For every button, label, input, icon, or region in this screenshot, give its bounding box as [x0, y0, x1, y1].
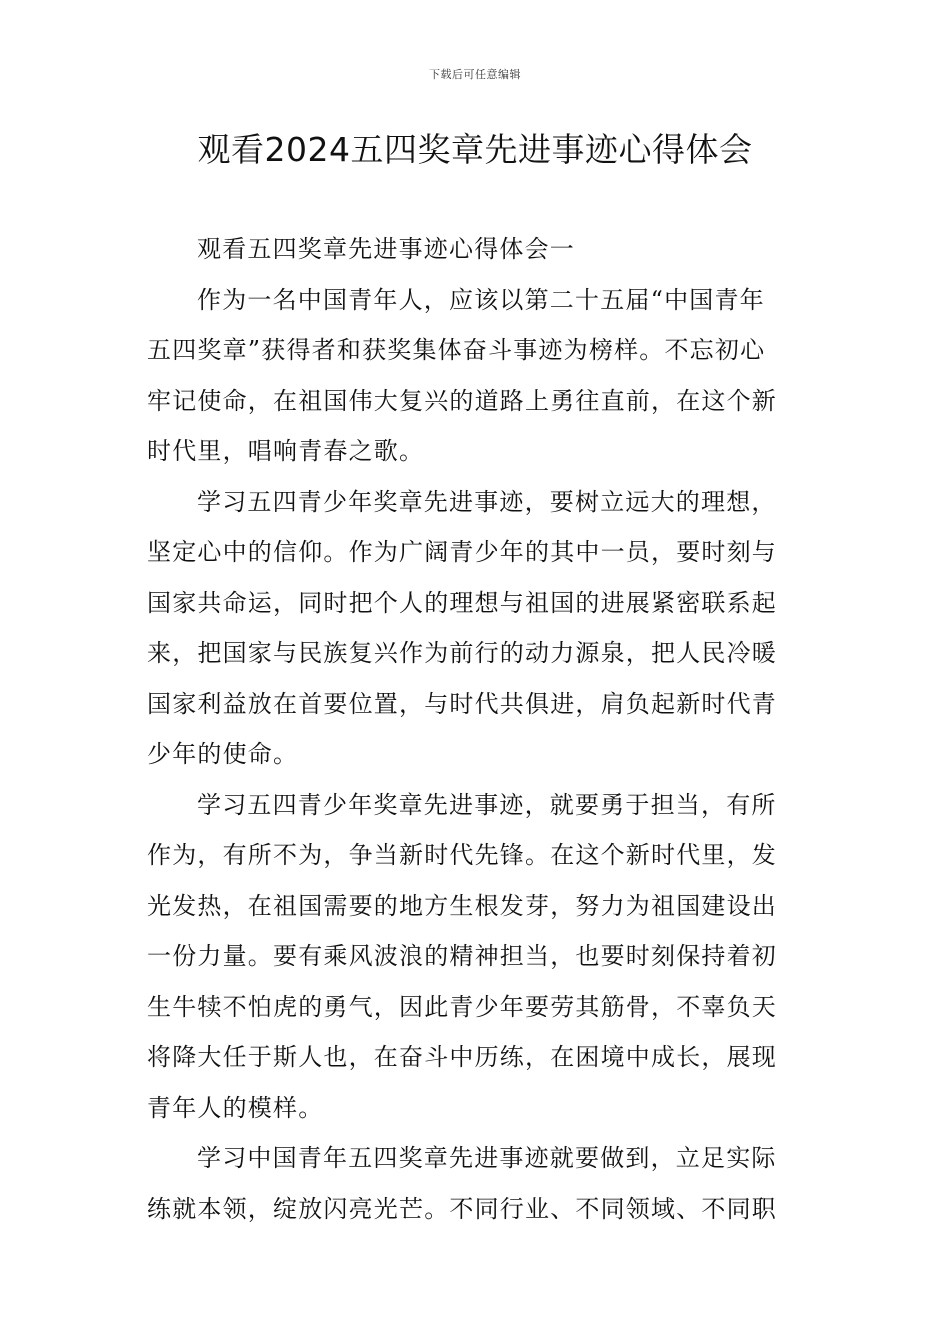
paragraph-line: 学习五四青少年奖章先进事迹，要树立远大的理想，: [197, 487, 777, 516]
paragraph-line: 来，把国家与民族复兴作为前行的动力源泉，把人民冷暖: [147, 639, 777, 667]
paragraph-line: 时代里，唱响青春之歌。: [147, 437, 425, 465]
section-subtitle: [147, 224, 807, 275]
paragraph-line: 少年的使命。: [147, 740, 299, 768]
paragraph-line: 学习五四青少年奖章先进事迹，就要勇于担当，有所: [197, 790, 777, 819]
paragraph: [147, 1133, 807, 1234]
paragraph: [147, 275, 807, 477]
paragraph: [147, 477, 807, 780]
paragraph-line: 练就本领，绽放闪亮光芒。不同行业、不同领域、不同职: [147, 1194, 777, 1223]
paragraph-line: 国家共命运，同时把个人的理想与祖国的进展紧密联系起: [147, 588, 777, 617]
paragraph-line: 国家利益放在首要位置，与时代共俱进，肩负起新时代青: [147, 689, 777, 718]
document-body: [147, 224, 807, 1234]
paragraph-line: 牢记使命，在祖国伟大复兴的道路上勇往直前，在这个新: [147, 386, 777, 415]
document-title: 观看2024五四奖章先进事迹心得体会: [197, 130, 753, 169]
paragraph-line: 作为，有所不为，争当新时代先锋。在这个新时代里，发: [147, 841, 777, 869]
paragraph-line: 将降大任于斯人也，在奋斗中历练，在困境中成长，展现: [147, 1043, 777, 1071]
paragraph: [147, 780, 807, 1134]
paragraph-line: 坚定心中的信仰。作为广阔青少年的其中一员，要时刻与: [147, 538, 777, 566]
paragraph-line: 青年人的模样。: [147, 1093, 324, 1122]
paragraph-line: 五四奖章”获得者和获奖集体奋斗事迹为榜样。不忘初心: [147, 336, 766, 364]
header-note: 下载后可任意编辑: [429, 68, 521, 81]
paragraph-line: 学习中国青年五四奖章先进事迹就要做到，立足实际: [197, 1144, 777, 1172]
paragraph-line: 光发热，在祖国需要的地方生根发芽，努力为祖国建设出: [147, 891, 777, 920]
paragraph-line: 作为一名中国青年人，应该以第二十五届“中国青年: [197, 285, 765, 314]
subtitle-line: 观看五四奖章先进事迹心得体会一: [197, 235, 575, 263]
paragraph-line: 一份力量。要有乘风波浪的精神担当，也要时刻保持着初: [147, 942, 777, 970]
paragraph-line: 生牛犊不怕虎的勇气，因此青少年要劳其筋骨，不辜负天: [147, 992, 777, 1021]
